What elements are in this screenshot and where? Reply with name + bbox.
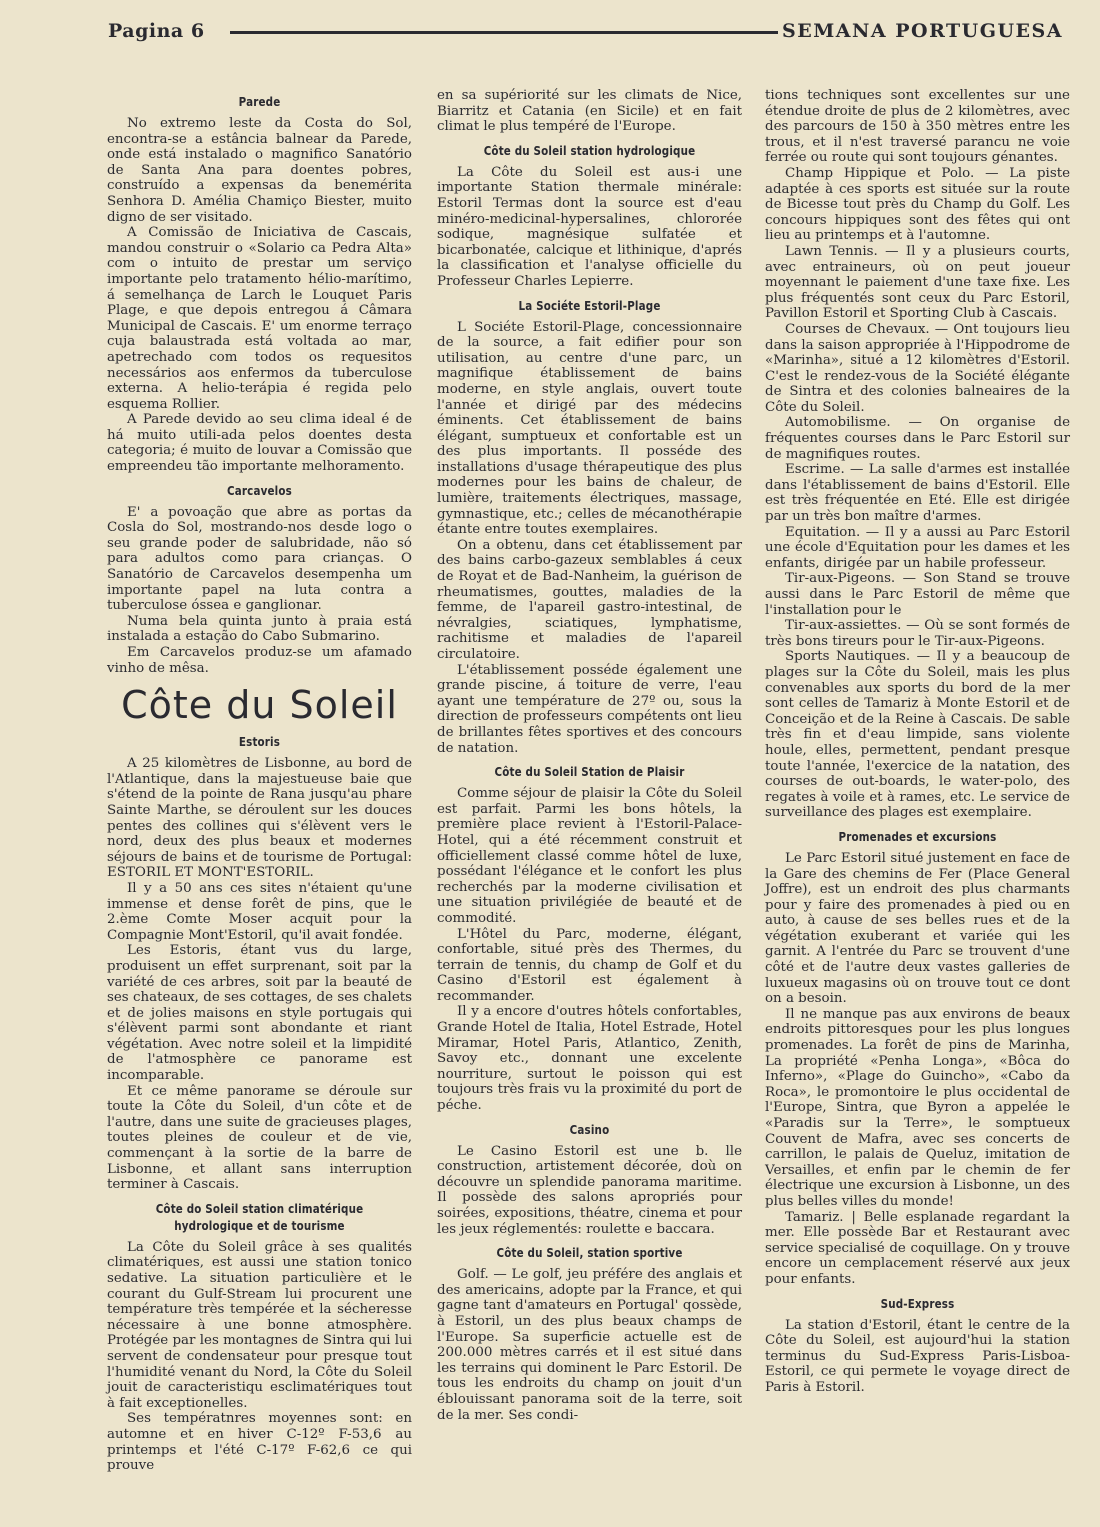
paragraph: No extremo leste da Costa do Sol, encontra-se a estância balnear da Parede, onde está instalado o magnifico Sanatório de Santa Ana para doentes pobres, construído a expensas da benemérita Senhora D. Amélia Chamiço Biester, muito digno de ser visitado.	[107, 116, 412, 225]
heading-plaisir: Côte du Soleil Station de Plaisir	[494, 764, 685, 780]
paragraph: L Sociéte Estoril-Plage, concessionnaire de la source, a fait edifier pour son utilisation, au centre d'une parc, un magnifique établissement de bains moderne, en style anglais, ouvert toute l'année et dirigé par des médecins éminents. Cet établissement de bains élégant, sumptueux et confortable est un des plus importants. Il posséde des installations d'usage thérapeutique des plus modernes pour les bains de chaleur, de lumière, traitements électriques, massage, gymnastique, etc.; celles de mécanothérapie étante entre toutes exemplaires.	[437, 319, 742, 538]
heading-estoris: Estoris	[238, 734, 281, 750]
heading-societe-estoril-plage: La Sociéte Estoril-Plage	[518, 297, 661, 313]
paragraph: L'Hôtel du Parc, moderne, élégant, confortable, situé près des Thermes, du terrain de tennis, du champ de Golf et du Casino d'Estoril est également à recommander.	[437, 926, 742, 1004]
paragraph: Il ne manque pas aux environs de beaux endroits pittoresques pour les plus longues promenades. La forêt de pins de Marinha, La propriété «Penha Longa», «Bôca do Inferno», «Plage do Guincho», «Cabo da Roca», le promontoire le plus occidental de l'Europe, Sintra, que Byron a appelée le «Paradis sur la Terre», le somptueux Couvent de Mafra, avec ses concerts de carrillon, le palais de Queluz, imitation de Versailles, et enfin par le chemin de fer électrique une excursion à Lisbonne, un des plus belles villes du monde!	[765, 1006, 1070, 1209]
paragraph: Tir-aux-assiettes. — Où se sont formés de très bons tireurs pour le Tir-aux-Pigeons.	[765, 618, 1070, 649]
paragraph: La Côte du Soleil est aus-i une importante Station thermale minérale: Estoril Termas dont la source est d'eau minéro-medicinal-hypersalines, chlororée sodique, magnésique sulfatée et bicarbonatée, calcique et lithinique, d'aprés la classification et l'analyse officielle du Professeur Charles Lepierre.	[437, 164, 742, 289]
column-1	[107, 86, 412, 1474]
paragraph: Numa bela quinta junto à praia está instalada a estação do Cabo Submarino.	[107, 613, 412, 645]
heading-carcavelos: Carcavelos	[227, 482, 292, 498]
paragraph: E' a povoação que abre as portas da Cosla do Sol, mostrando-nos desde logo o seu grande poder de salubridade, não só para adultos como para crianças. O Sanatório de Carcavelos desempenha um importante papel na luta contra a tuberculose óssea e ganglionar.	[107, 504, 412, 614]
paragraph: Il y a 50 ans ces sites n'étaient qu'une immense et dense forêt de pins, que le 2.ème Comte Moser acquit pour la Compagnie Mont'Estoril, qu'il avait fondée.	[107, 880, 412, 943]
publication-title: SEMANA PORTUGUESA	[782, 20, 1063, 42]
paragraph: Lawn Tennis. — Il y a plusieurs courts, avec entraineurs, où on peut joueur moyennant le paiement d'une taxe fixe. Les plus fréquentés sont ceux du Parc Estoril, Pavillon Estoril et Sporting Club à Cascais.	[765, 243, 1070, 322]
heading-parede: Parede	[238, 94, 281, 109]
paragraph: A Parede devido ao seu clima ideal é de há muito utili-ada pelos doentes desta categoria; é muito de louvar a Comissão que empreendeu tão importante melhoramento.	[107, 412, 412, 475]
paragraph: Et ce même panorame se déroule sur toute la Côte du Soleil, d'un côte et de l'autre, dans une suite de gracieuses plages, toutes pleines de couleur et de vie, commençant à la sortie de la barre de Lisbonne, et allant sans interruption terminer à Cascais.	[107, 1083, 412, 1193]
heading-sportive: Côte du Soleil, station sportive	[496, 1245, 683, 1261]
paragraph: Tir-aux-Pigeons. — Son Stand se trouve aussi dans le Parc Estoril de même que l'installation pour le	[765, 571, 1070, 618]
paragraph: Courses de Chevaux. — Ont toujours lieu dans la saison appropriée à l'Hippodrome de «Marinha», situé a 12 kilomètres d'Estoril. C'est le rendez-vous de la Société élégante de Sintra et des colonies balneaires de la Côte du Soleil.	[765, 321, 1070, 415]
paragraph: Les Estoris, étant vus du large, produisent un effet surprenant, soit par la variété de ces arbres, soit par la beauté de ses chateaux, de ses cottages, de ses chalets et de jolies maisons en style portugais qui s'élèvent parmi sont abondante et riant végétation. Avec notre soleil et la limpidité de l'atmosphère ce panorame est incomparable.	[107, 943, 412, 1084]
paragraph: en sa supériorité sur les climats de Nice, Biarritz et Catania (en Sicile) et en fait climat le plus tempéré de l'Europe.	[437, 88, 742, 135]
heading-promenades: Promenades et excursions	[838, 828, 997, 844]
paragraph: Il y a encore d'outres hôtels confortables, Grande Hotel de Italia, Hotel Estrade, Hotel Miramar, Hotel Paris, Atlantico, Zenith, Savoy etc., donnant une excelente nourriture, surtout le poisson qui est toujours très frais vu la proximité du port de péche.	[437, 1004, 742, 1114]
paragraph: Escrime. — La salle d'armes est installée dans l'établissement de bains d'Estoril. Elle est très fréquentée en Eté. Elle est dirigée par un très bon maître d'armes.	[765, 462, 1070, 525]
heading-hydrologique: Côte du Soleil station hydrologique	[483, 142, 696, 158]
paragraph: Ses températnres moyennes sont: en automne et en hiver C-12º F-53,6 au printemps et l'été C-17º F-62,6 ce qui prouve	[107, 1411, 412, 1474]
paragraph: Comme séjour de plaisir la Côte du Soleil est parfait. Parmi les bons hôtels, la première place revient à l'Estoril-Palace-Hotel, qui a été récemment construit et officiellement classé comme hôtel de luxe, possédant l'élégance et le confort les plus recherchés par la moderne civilisation et une situation privilégiée de beauté et de commodité.	[437, 786, 742, 926]
paragraph: Em Carcavelos produz-se um afamado vinho de mêsa.	[107, 645, 412, 676]
paragraph: Golf. — Le golf, jeu préfére des anglais et des americains, adopte par la France, et qui gagne tant d'amateurs en Portugal' qossède, à Estoril, un des plus beaux champs de l'Europe. Sa superficie actuelle est de 200.000 mètres carrés et il est situé dans les terrains qui dominent le Parc Estoril. De tous les endroits du champ on jouit d'un éblouissant panorama soit de la terre, soit de la mer. Ses condi-	[437, 1267, 742, 1423]
paragraph: La Côte du Soleil grâce à ses qualités climatériques, est aussi une station tonico sedative. La situation particulière et le courant du Gulf-Stream lui procurent une température très tempérée et la sécheresse nécessaire à une bonne atmosphère. Protégée par les montagnes de Sintra qui lui servent de condensateur pour presque tout l'humidité venant du Nord, la Côte du Soleil jouit de caracteristiqu esclimatériques tout à fait exceptionelles.	[107, 1239, 412, 1411]
paragraph: tions techniques sont excellentes sur une étendue droite de plus de 2 kilomètres, avec des parcours de 150 à 350 mètres entre les trous, et il n'est traversé parancu ne voie ferrée ou route qui sont toujours génantes.	[765, 88, 1070, 166]
heading-sud-express: Sud-Express	[880, 1295, 955, 1311]
section-title-cote-du-soleil: Côte du Soleil	[121, 683, 398, 728]
paragraph: Equitation. — Il y a aussi au Parc Estoril une école d'Equitation pour les dames et les enfants, dirigée par un habile professeur.	[765, 524, 1070, 571]
paragraph: Le Casino Estoril est une b. lle construction, artistement décorée, doù on découvre un splendide panorama maritime. Il possède des salons apropriés pour soirées, expositions, théatre, cinema et pour les jeux réglementés: roulette e baccara.	[437, 1143, 742, 1237]
page-number: Pagina 6	[108, 20, 205, 42]
paragraph: A 25 kilomètres de Lisbonne, au bord de l'Atlantique, dans la majestueuse baie que s'étend de la pointe de Rana jusqu'au phare Sainte Marthe, se déroulent sur les douces pentes des collines qui s'élèvent vers le nord, deux des plus beaux et modernes séjours de bains et de tourisme de Portugal: ESTORIL ET MONT'ESTORIL.	[107, 756, 412, 881]
masthead	[108, 20, 1063, 44]
masthead-rule	[230, 31, 778, 34]
paragraph: Champ Hippique et Polo. — La piste adaptée à ces sports est située sur la route de Bicesse tout près du Champ du Golf. Les concours hippiques sont des fêtes qui ont lieu au printemps et à l'automne.	[765, 165, 1070, 244]
paragraph: A Comissão de Iniciativa de Cascais, mandou construir o «Solario ca Pedra Alta» com o intuito de prestar um serviço importante pelo tratamento hélio-marítimo, á semelhança de Larch le Louquet Paris Plage, e que depois entregou á Câmara Municipal de Cascais. E' um enorme terraço cuja balaustrada está voltada ao mar, apetrechado com todos os requesitos necessários aos enfermos da tuberculose externa. A helio-terápia é regida pelo esquema Rollier.	[107, 225, 412, 412]
paragraph: Le Parc Estoril situé justement en face de la Gare des chemins de Fer (Place General Joffre), est un endroit des plus charmants pour y faire des promenades à pied ou en auto, à cause de ses belles rues et de la végétation exuberant et variée qui les garnit. A l'entrée du Parc se trouvent d'une côté et de l'autre deux vastes galleries de luxueux magasins où on trouve tout ce dont on a besoin.	[765, 850, 1070, 1007]
column-3	[765, 88, 1070, 1396]
paragraph: Sports Nautiques. — Il y a beaucoup de plages sur la Côte du Soleil, mais les plus convenables aux sports du bord de la mer sont celles de Tamariz à Monte Estoril et de Conceição et de la Reine à Cascais. De sable très fin et d'eau limpide, sans violente houle, elles, permettent, pendant presque toute l'année, l'exercice de la natation, des courses de out-boards, le water-polo, des regates à voile et à rames, etc. Le service de surveillance des plages est exemplaire.	[765, 649, 1070, 821]
paragraph: La station d'Estoril, étant le centre de la Côte du Soleil, est aujourd'hui la station terminus du Sud-Express Paris-Lisboa-Estoril, ce qui permete le voyage direct de Paris à Estoril.	[765, 1317, 1070, 1395]
heading-casino: Casino	[569, 1121, 610, 1137]
paragraph: On a obtenu, dans cet établissement par des bains carbo-gazeux semblables á ceux de Royat et de Bad-Nanheim, la guérison de rheumatismes, gouttes, maladies de la femme, de l'apareil gastro-intestinal, de névralgies, sciatiques, lymphatisme, rachitisme et maladies de l'apareil circulatoire.	[437, 537, 742, 662]
heading-climaterique: Côte do Soleil station climatérique hydrologique et de tourisme	[155, 1200, 364, 1233]
paragraph: L'établissement posséde également une grande piscine, á toiture de verre, l'eau ayant une température de 27º ou, sous la direction de professeurs compétents ont lieu de brillantes fêtes sportives et des concours de natation.	[437, 662, 742, 756]
paragraph: Tamariz. | Belle esplanade regardant la mer. Elle possède Bar et Restaurant avec service specialisé de coquillage. On y trouve encore un cemplacement réservé aux jeux pour enfants.	[765, 1209, 1070, 1287]
paragraph: Automobilisme. — On organise de fréquentes courses dans le Parc Estoril sur de magnifiques routes.	[765, 415, 1070, 462]
column-2	[437, 88, 742, 1423]
